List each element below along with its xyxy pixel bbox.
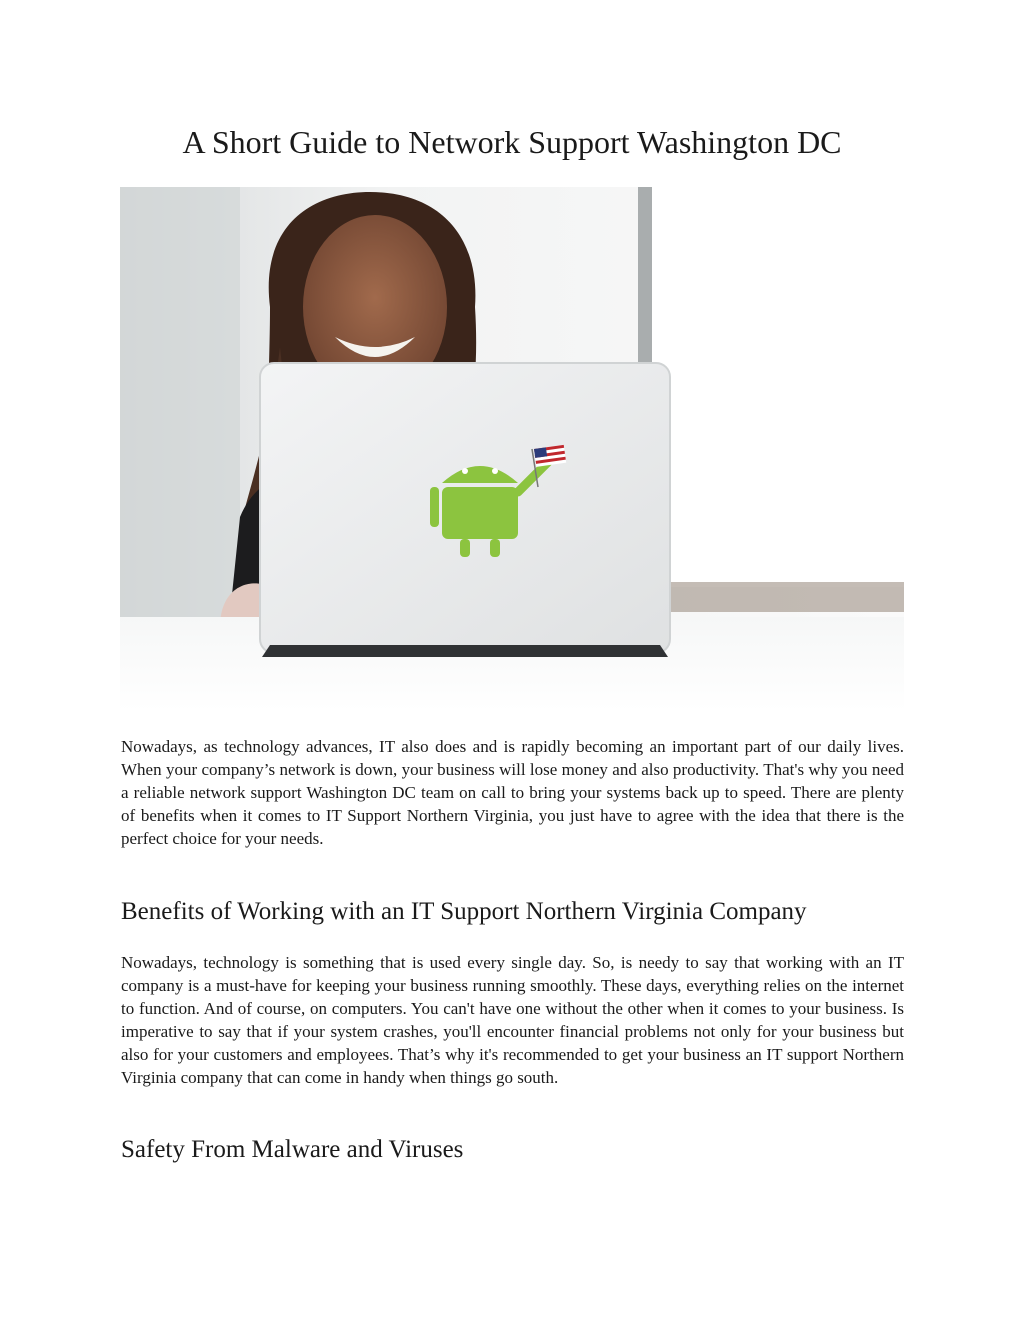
- section-heading-safety: Safety From Malware and Viruses: [121, 1136, 464, 1163]
- hero-photo: [120, 187, 904, 711]
- page-title: A Short Guide to Network Support Washington DC: [182, 124, 842, 160]
- intro-paragraph: Nowadays, as technology advances, IT also does and is rapidly becoming an important part of our daily lives. When your company’s network is down, your business will lose money and also productivity. That's why you need a reliable network support Washington DC team on call to bring your systems back up to speed. There are plenty of benefits when it comes to IT Support Northern Virginia, you just have to agree with the idea that there is the perfect choice for your needs.: [121, 737, 904, 848]
- section-heading-benefits: Benefits of Working with an IT Support Northern Virginia Company: [121, 898, 807, 925]
- benefits-paragraph: Nowadays, technology is something that is used every single day. So, is needy to say that working with an IT company is a must-have for keeping your business running smoothly. These days, everything relies on the internet to function. And of course, on computers. You can't have one without the other when it comes to your business. Is imperative to say that if your system crashes, you'll encounter financial problems not only for your business but also for your customers and employees. That’s why it's recommended to get your business an IT support Northern Virginia company that can come in handy when things go south.: [121, 953, 904, 1087]
